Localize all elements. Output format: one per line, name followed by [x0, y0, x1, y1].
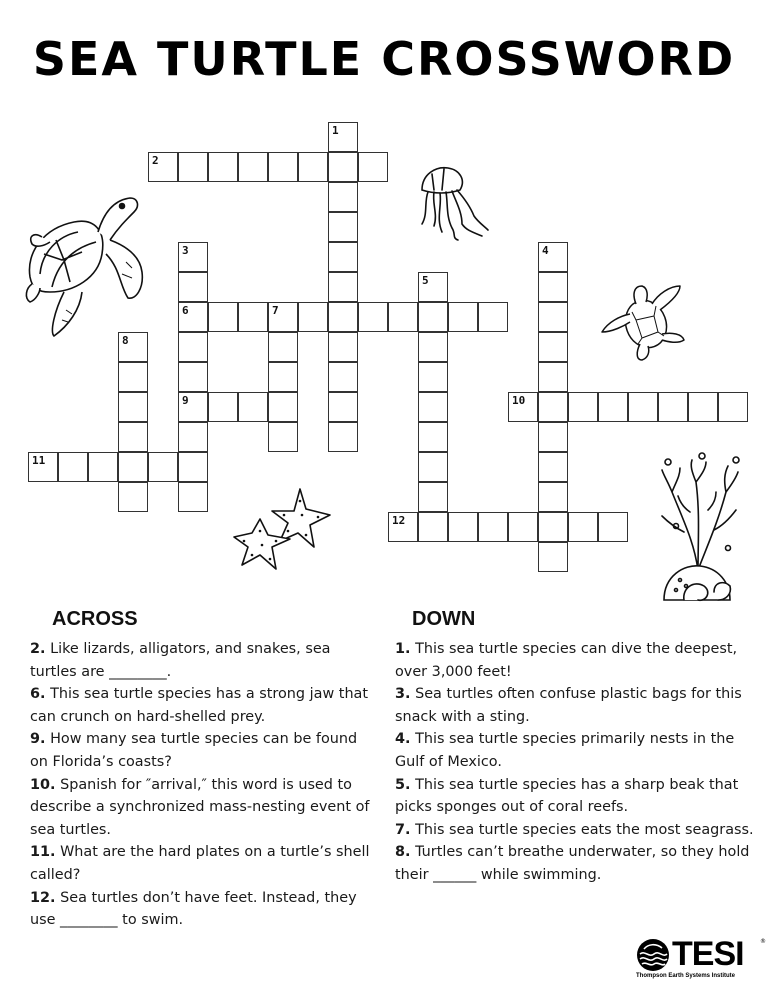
crossword-cell[interactable] — [358, 302, 388, 332]
across-clue — [30, 683, 375, 728]
clue-text: Sea turtles often confuse plastic bags for this snack with a sting. — [395, 686, 742, 725]
crossword-cell[interactable] — [238, 152, 268, 182]
down-clue — [395, 774, 755, 819]
page-title: SEA TURTLE CROSSWORD — [32, 32, 736, 86]
crossword-cell[interactable] — [718, 392, 748, 422]
clue-text: This sea turtle species primarily nests in the Gulf of Mexico. — [395, 731, 735, 770]
crossword-cell[interactable] — [418, 302, 448, 332]
cell-number: 5 — [422, 274, 429, 287]
crossword-cell[interactable] — [118, 422, 148, 452]
clue-text: This sea turtle species has a strong jaw that can crunch on hard-shelled prey. — [30, 686, 369, 725]
clue-number: 8. — [395, 844, 411, 861]
down-clue-list — [395, 638, 755, 887]
crossword-cell[interactable] — [688, 392, 718, 422]
crossword-cell[interactable] — [358, 152, 388, 182]
crossword-cell[interactable] — [238, 392, 268, 422]
crossword-cell[interactable] — [448, 512, 478, 542]
crossword-cell[interactable] — [178, 272, 208, 302]
sea-turtle-small-illustration — [596, 280, 688, 364]
crossword-cell[interactable] — [118, 482, 148, 512]
cell-number: 11 — [32, 454, 46, 467]
logo-wordmark: TESI — [672, 935, 744, 973]
down-heading: DOWN — [412, 608, 476, 630]
across-heading: ACROSS — [52, 608, 138, 630]
crossword-cell[interactable] — [328, 212, 358, 242]
cell-number: 6 — [182, 304, 189, 317]
cell-number: 7 — [272, 304, 279, 317]
crossword-cell[interactable] — [238, 302, 268, 332]
clue-text: How many sea turtle species can be found on Florida’s coasts? — [30, 731, 358, 770]
crossword-cell[interactable] — [328, 272, 358, 302]
crossword-cell[interactable] — [178, 302, 208, 332]
clue-number: 5. — [395, 776, 411, 793]
coral-with-shell-illustration — [654, 452, 744, 608]
crossword-cell[interactable] — [118, 392, 148, 422]
crossword-cell[interactable] — [208, 302, 238, 332]
clue-number: 9. — [30, 731, 46, 748]
cell-number: 4 — [542, 244, 549, 257]
across-clue-list — [30, 638, 375, 932]
crossword-cell[interactable] — [388, 512, 418, 542]
tesi-logo — [636, 935, 766, 986]
crossword-cell[interactable] — [568, 392, 598, 422]
crossword-cell[interactable] — [598, 512, 628, 542]
crossword-cell[interactable] — [538, 362, 568, 392]
cell-number: 9 — [182, 394, 189, 407]
crossword-cell[interactable] — [268, 152, 298, 182]
crossword-cell[interactable] — [478, 512, 508, 542]
clue-number: 7. — [395, 821, 411, 838]
across-clue — [30, 841, 375, 886]
crossword-cell[interactable] — [178, 362, 208, 392]
down-clue — [395, 683, 755, 728]
crossword-cell[interactable] — [508, 392, 538, 422]
crossword-cell[interactable] — [298, 302, 328, 332]
crossword-cell[interactable] — [118, 452, 148, 482]
jellyfish-illustration — [412, 164, 494, 244]
clue-number: 6. — [30, 686, 46, 703]
crossword-cell[interactable] — [538, 272, 568, 302]
crossword-cell[interactable] — [328, 152, 358, 182]
across-clue — [30, 638, 375, 683]
sea-turtle-large-illustration — [22, 192, 152, 342]
crossword-cell[interactable] — [568, 512, 598, 542]
crossword-cell[interactable] — [178, 392, 208, 422]
clue-text: Spanish for ″arrival,″ this word is used to describe a synchronized mass-nesting event of sea turtles. — [30, 776, 370, 838]
crossword-cell[interactable] — [208, 392, 238, 422]
logo-subtitle: Thompson Earth Systems Institute — [636, 973, 736, 979]
cell-number: 12 — [392, 514, 406, 527]
crossword-cell[interactable] — [538, 332, 568, 362]
crossword-cell[interactable] — [328, 302, 358, 332]
crossword-cell[interactable] — [448, 302, 478, 332]
crossword-cell[interactable] — [268, 392, 298, 422]
clue-number: 3. — [395, 686, 411, 703]
crossword-cell[interactable] — [598, 392, 628, 422]
crossword-cell[interactable] — [418, 422, 448, 452]
crossword-cell[interactable] — [178, 482, 208, 512]
registered-mark: ® — [760, 938, 766, 945]
across-clue — [30, 728, 375, 773]
crossword-cell[interactable] — [418, 512, 448, 542]
cell-number: 10 — [512, 394, 526, 407]
cell-number: 8 — [122, 334, 129, 347]
clue-number: 11. — [30, 844, 56, 861]
crossword-cell[interactable] — [58, 452, 88, 482]
crossword-cell[interactable] — [418, 452, 448, 482]
crossword-cell[interactable] — [178, 242, 208, 272]
across-clue — [30, 774, 375, 842]
crossword-cell[interactable] — [538, 512, 568, 542]
crossword-cell[interactable] — [268, 362, 298, 392]
crossword-cell[interactable] — [328, 332, 358, 362]
crossword-cell[interactable] — [328, 242, 358, 272]
crossword-cell[interactable] — [28, 452, 58, 482]
crossword-cell[interactable] — [508, 512, 538, 542]
crossword-cell[interactable] — [208, 152, 238, 182]
crossword-cell[interactable] — [418, 272, 448, 302]
crossword-cell[interactable] — [268, 332, 298, 362]
crossword-cell[interactable] — [628, 392, 658, 422]
crossword-cell[interactable] — [328, 182, 358, 212]
crossword-cell[interactable] — [478, 302, 508, 332]
crossword-cell[interactable] — [118, 362, 148, 392]
down-clue — [395, 638, 755, 683]
crossword-cell[interactable] — [538, 452, 568, 482]
crossword-cell[interactable] — [538, 482, 568, 512]
crossword-cell[interactable] — [178, 422, 208, 452]
crossword-cell[interactable] — [538, 302, 568, 332]
globe-wave-icon — [636, 938, 670, 972]
crossword-cell[interactable] — [178, 332, 208, 362]
crossword-cell[interactable] — [418, 362, 448, 392]
clue-text: This sea turtle species can dive the deepest, over 3,000 feet! — [395, 641, 738, 680]
down-clue — [395, 819, 755, 842]
crossword-cell[interactable] — [328, 392, 358, 422]
crossword-cell[interactable] — [268, 302, 298, 332]
crossword-cell[interactable] — [328, 122, 358, 152]
crossword-cell[interactable] — [418, 332, 448, 362]
clue-text: This sea turtle species eats the most seagrass. — [415, 821, 754, 838]
crossword-cell[interactable] — [538, 542, 568, 572]
clue-number: 2. — [30, 641, 46, 657]
clue-text: Sea turtles don’t have feet. Instead, they use ________ to swim. — [30, 889, 357, 929]
crossword-cell[interactable] — [328, 422, 358, 452]
down-clue — [395, 841, 755, 886]
crossword-cell[interactable] — [298, 152, 328, 182]
crossword-cell[interactable] — [268, 422, 298, 452]
clue-number: 1. — [395, 641, 411, 657]
across-clue — [30, 887, 375, 932]
crossword-cell[interactable] — [178, 152, 208, 182]
cell-number: 2 — [152, 154, 159, 167]
crossword-cell[interactable] — [538, 392, 568, 422]
crossword-cell[interactable] — [178, 452, 208, 482]
cell-number: 3 — [182, 244, 189, 257]
clue-text: Like lizards, alligators, and snakes, sea turtles are ________. — [30, 641, 331, 680]
crossword-cell[interactable] — [148, 452, 178, 482]
cell-number: 1 — [332, 124, 339, 137]
crossword-cell[interactable] — [538, 422, 568, 452]
clue-number: 4. — [395, 731, 411, 748]
crossword-cell[interactable] — [418, 392, 448, 422]
crossword-cell[interactable] — [148, 152, 178, 182]
clue-number: 12. — [30, 889, 56, 906]
clue-text: Turtles can’t breathe underwater, so they hold their ______ while swimming. — [395, 844, 750, 883]
crossword-cell[interactable] — [418, 482, 448, 512]
clue-number: 10. — [30, 776, 56, 793]
crossword-cell[interactable] — [88, 452, 118, 482]
crossword-cell[interactable] — [328, 362, 358, 392]
clue-text: This sea turtle species has a sharp beak that picks sponges out of coral reefs. — [395, 776, 739, 816]
crossword-cell[interactable] — [538, 242, 568, 272]
starfish-pair-illustration — [232, 485, 336, 583]
crossword-cell[interactable] — [658, 392, 688, 422]
down-clue — [395, 728, 755, 773]
clue-text: What are the hard plates on a turtle’s shell called? — [30, 844, 370, 883]
crossword-cell[interactable] — [388, 302, 418, 332]
